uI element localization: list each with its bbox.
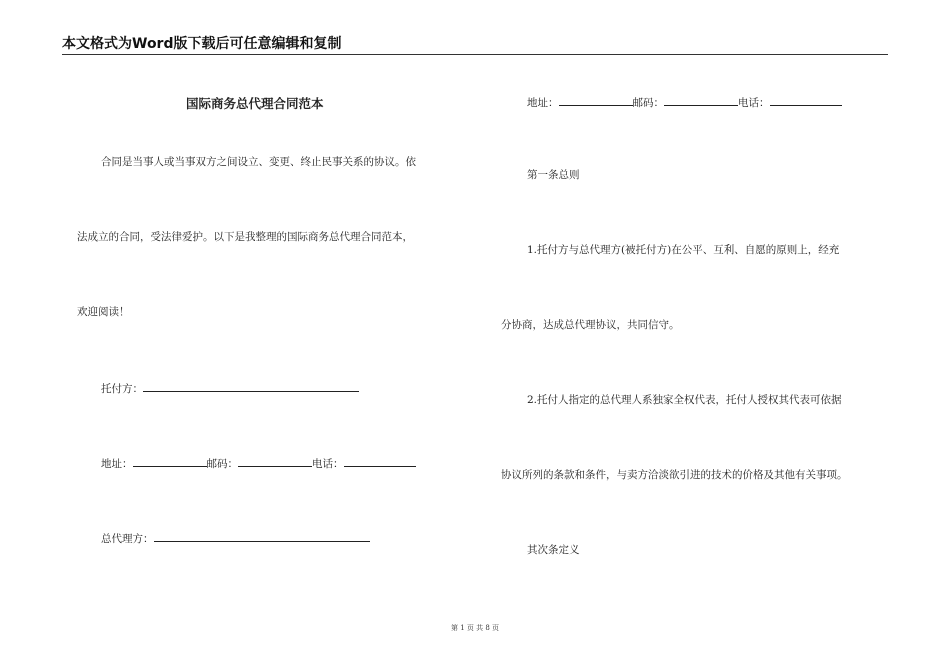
clause-2-line-1: 2.托付人指定的总代理人系独家全权代表，托付人授权其代表可依据 <box>527 394 842 406</box>
phone-blank <box>770 94 842 106</box>
clause-2-line-2: 协议所列的条款和条件，与卖方洽淡欲引进的技术的价格及其他有关事项。 <box>501 469 848 481</box>
address-blank <box>559 94 633 106</box>
document-title: 国际商务总代理合同范本 <box>186 96 324 111</box>
article-1-heading: 第一条总则 <box>527 169 580 181</box>
agent-party-blank <box>154 530 370 542</box>
clause-1-line-2: 分协商，达成总代理协议，共同信守。 <box>501 319 680 331</box>
address-label: 地址： <box>527 97 559 109</box>
phone-label: 电话： <box>738 97 770 109</box>
intro-paragraph-line-3: 欢迎阅读！ <box>77 306 130 318</box>
principal-party-blank <box>143 380 359 392</box>
address-blank <box>133 455 207 467</box>
page-number: 第 1 页 共 8 页 <box>450 624 500 632</box>
phone-label: 电话： <box>312 458 344 470</box>
agent-party-field <box>101 530 370 546</box>
postcode-blank <box>664 94 738 106</box>
left-contact-row <box>101 455 416 471</box>
postcode-label: 邮码： <box>632 97 664 109</box>
right-contact-row <box>527 94 842 110</box>
principal-party-field <box>101 380 359 396</box>
agent-party-label: 总代理方： <box>101 533 154 545</box>
postcode-blank <box>238 455 312 467</box>
address-label: 地址： <box>101 458 133 470</box>
intro-paragraph-line-1: 合同是当事人或当事双方之间设立、变更、终止民事关系的协议。依 <box>101 156 416 168</box>
article-2-heading: 其次条定义 <box>527 544 580 556</box>
phone-blank <box>344 455 416 467</box>
principal-party-label: 托付方： <box>101 383 143 395</box>
postcode-label: 邮码： <box>206 458 238 470</box>
clause-1-line-1: 1.托付方与总代理方(被托付方)在公平、互利、自愿的原则上，经充 <box>527 244 840 256</box>
document-header: 本文格式为Word版下载后可任意编辑和复制 <box>62 36 888 55</box>
intro-paragraph-line-2: 法成立的合同，受法律爱护。以下是我整理的国际商务总代理合同范本， <box>77 231 413 243</box>
